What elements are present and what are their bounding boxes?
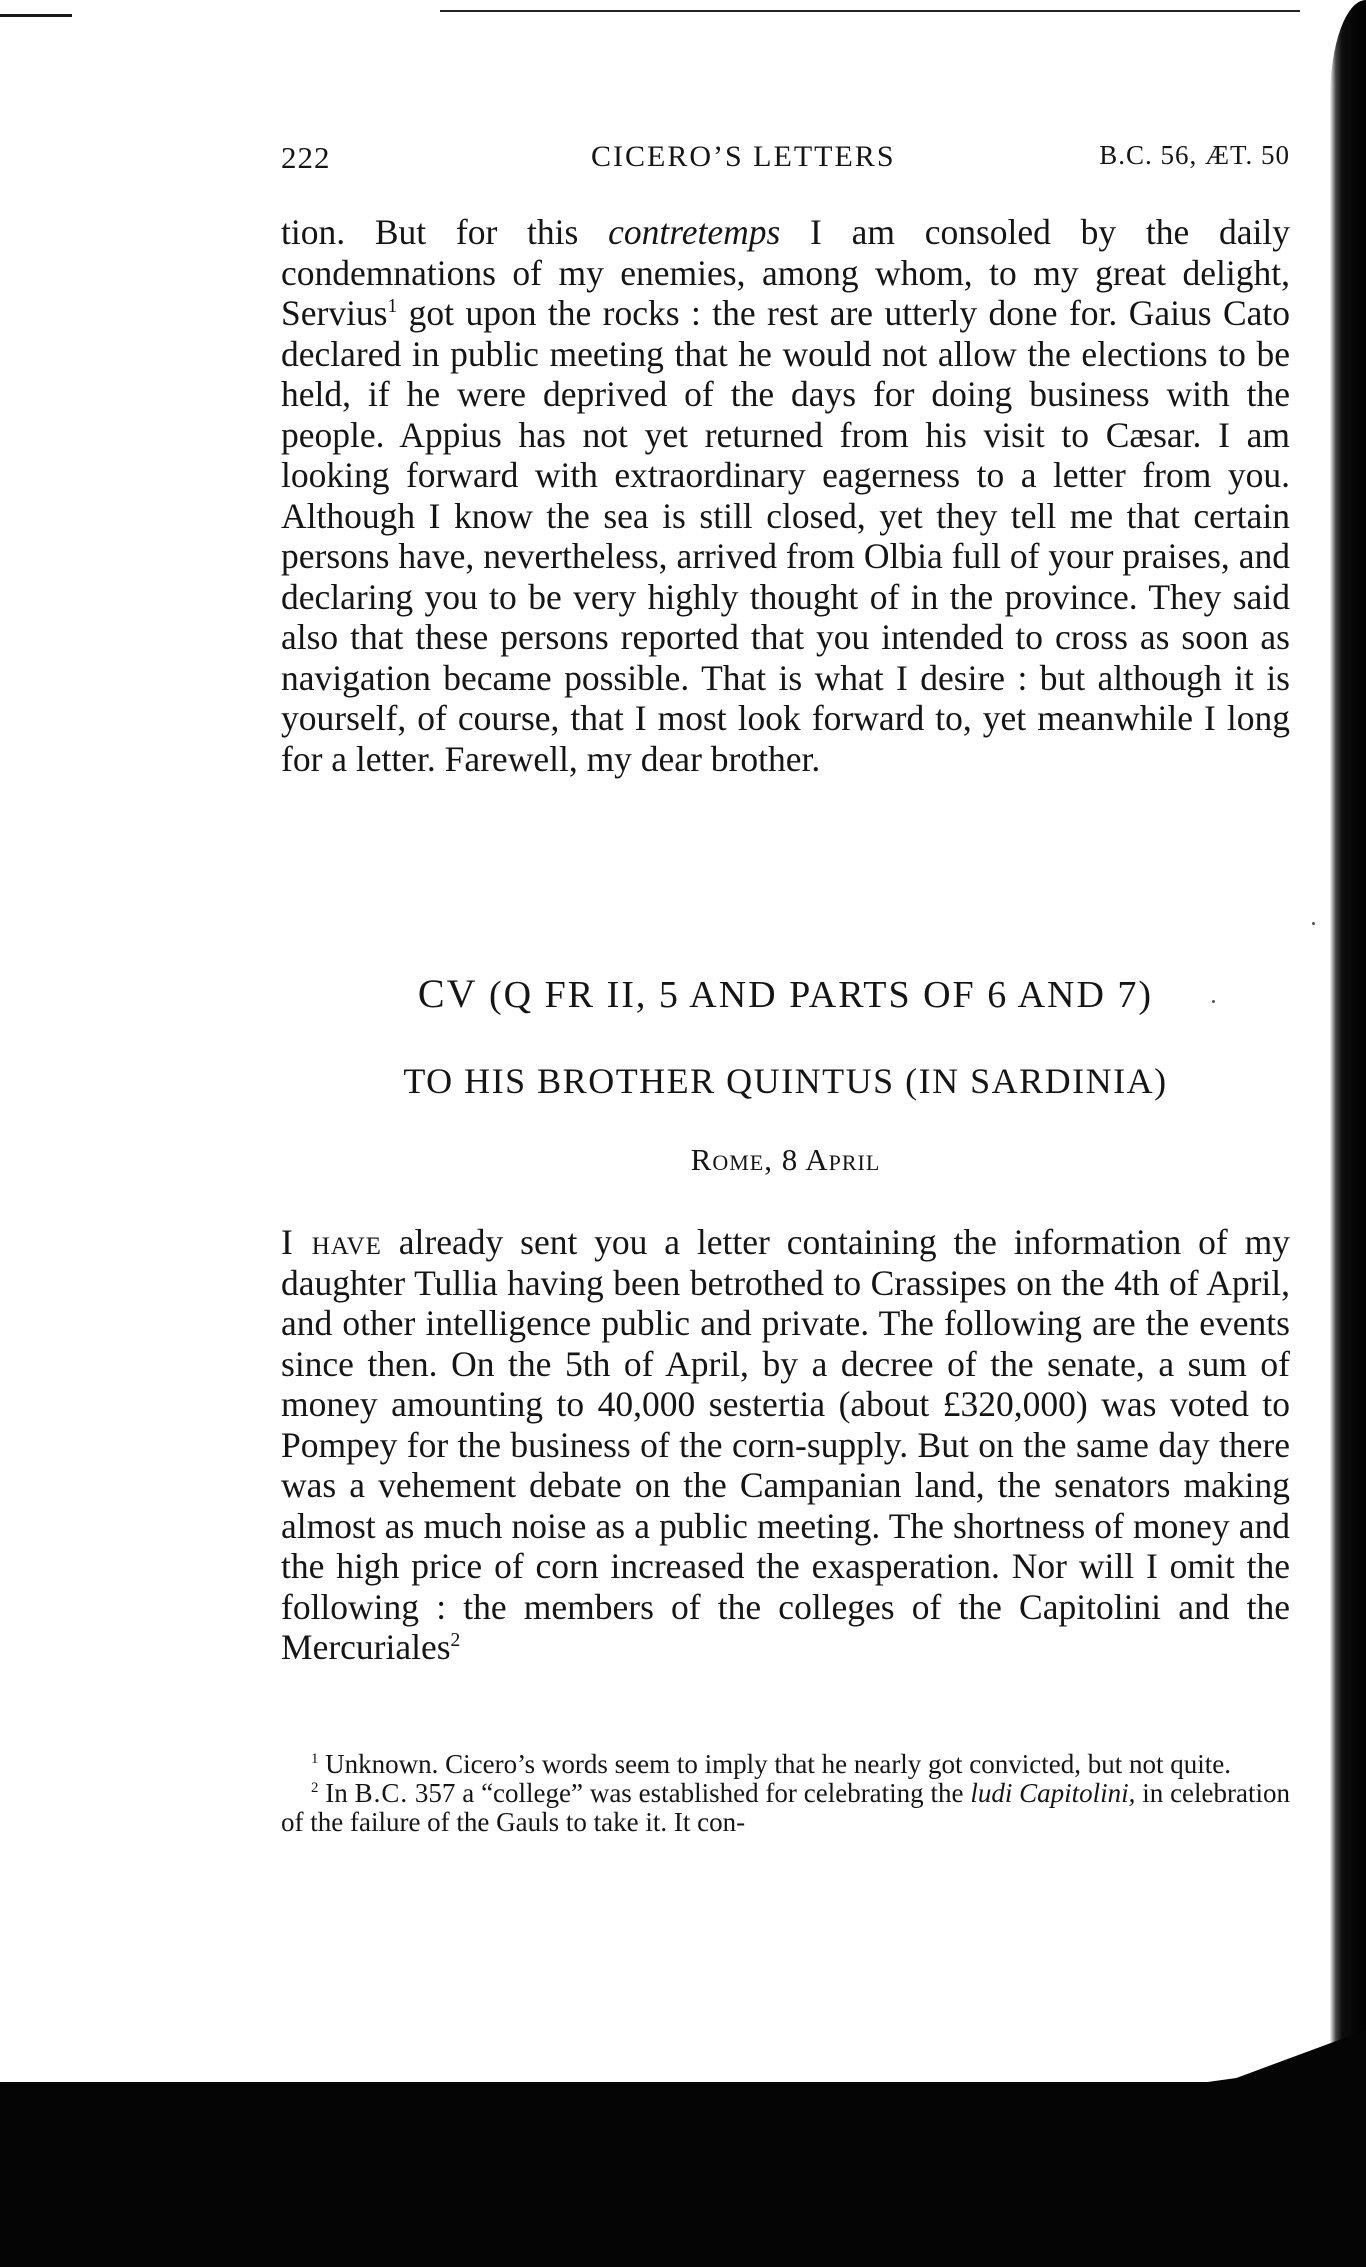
letter-text [281, 1222, 1290, 1668]
running-head [281, 140, 1290, 180]
footnote-marker: 1 [311, 1751, 319, 1767]
footnote-marker: 2 [311, 1780, 319, 1796]
footnote-ref: 2 [450, 1630, 461, 1652]
continued-letter-text [281, 212, 1290, 779]
letter-recipient-heading: TO HIS BROTHER QUINTUS (IN SARDINIA) [403, 1061, 1168, 1101]
footnote-1: $^1$ Unknown. Cicero’s words seem to imply that he nearly got convicted, but not quite. [311, 1749, 1232, 1779]
running-date: B.C. 56, ÆT. 50 [1099, 140, 1290, 170]
page-number: 222 [281, 140, 331, 175]
italic-term: contretemps [608, 212, 781, 252]
letter-number: CV [417, 971, 478, 1016]
letter-reference: (Q FR II, 5 AND PARTS OF 6 AND 7) [489, 974, 1154, 1016]
letter-dateline: Rome, 8 April [690, 1142, 881, 1177]
footnote-ref: 1 [387, 296, 398, 318]
scan-bottom-shadow [0, 2082, 1366, 2267]
scan-page-edge [1330, 0, 1366, 2080]
running-title: CICERO’S LETTERS [591, 140, 896, 173]
opening-words: I have [281, 1222, 382, 1262]
scan-speck [1312, 922, 1315, 925]
footnote-2: $^2$ In B.C. 357 a “college” was established for celebrating the ludi Capitolini, in celebration of the failure of the Gauls to take it. It con- [281, 1778, 1291, 1837]
scan-rule-left [0, 14, 72, 17]
letter-number-heading [281, 970, 1290, 1017]
footnotes [281, 1750, 1290, 1837]
paragraph: I have already sent you a letter containing the information of my daughter Tullia having been betrothed to Crassipes on the 4th of April, and other intelligence public and private. The following are the events since then. On the 5th of April, by a decree of the senate, a sum of money amounting to 40,000 sestertia (about £320,000) was voted to Pompey for the business of the corn-supply. But on the same day there was a vehement debate on the Campanian land, the senators making almost as much noise as a public meeting. The shortness of money and the high price of corn increased the exasperation. Nor will I omit the following : the members of the colleges of the Capitolini and the Mercuriales$^2$ [281, 1222, 1290, 1667]
paragraph: tion. But for this contretemps I am consoled by the daily condemnations of my enemies, among whom, to my great delight, Servius$^1$ got upon the rocks : the rest are utterly done for. Gaius Cato declared in public meeting that he would not allow the elections to be held, if he were deprived of the days for doing business with the people. Appius has not yet returned from his visit to Cæsar. I am looking forward with extraordinary eagerness to a letter from you. Although I know the sea is still closed, yet they tell me that certain persons have, nevertheless, arrived from Olbia full of your praises, and declaring you to be very highly thought of in the province. They said also that these persons reported that you intended to cross as soon as navigation became possible. That is what I desire : but although it is yourself, of course, that I most look forward to, yet meanwhile I long for a letter. Farewell, my dear brother. [281, 212, 1290, 779]
scan-rule-top [440, 10, 1300, 12]
